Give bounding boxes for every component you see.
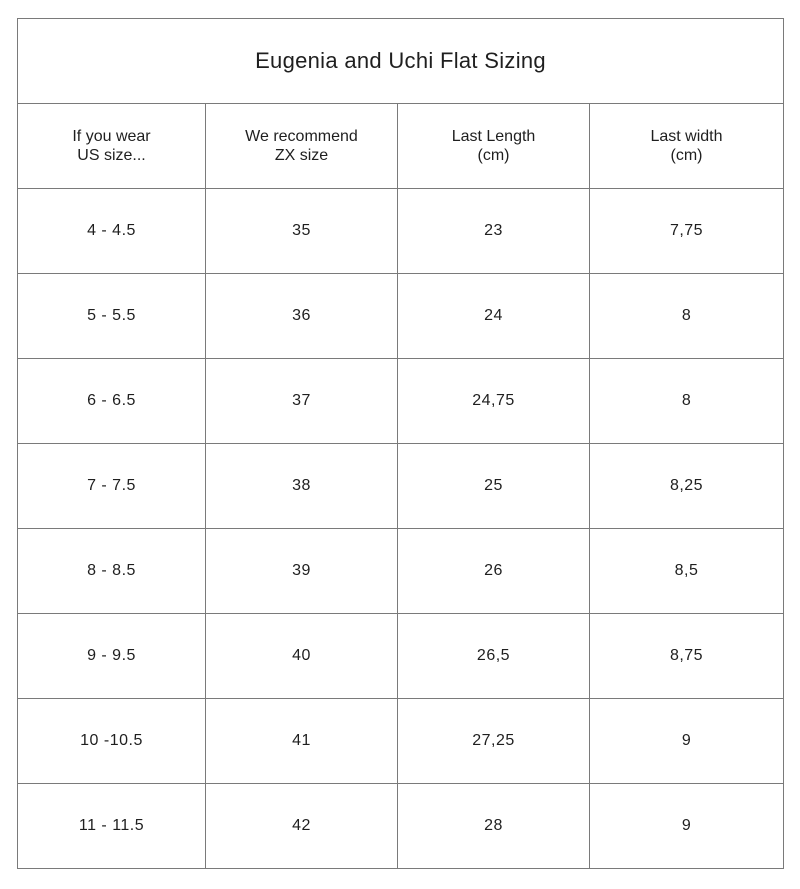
zx-size-cell: 38 bbox=[206, 444, 398, 529]
last-width-cell: 9 bbox=[590, 784, 784, 869]
us-size-cell: 10 -10.5 bbox=[18, 699, 206, 784]
table-title: Eugenia and Uchi Flat Sizing bbox=[18, 19, 784, 104]
last-length-cell: 23 bbox=[398, 189, 590, 274]
table-row bbox=[18, 444, 784, 529]
us-size-cell: 9 - 9.5 bbox=[18, 614, 206, 699]
us-size-cell: 7 - 7.5 bbox=[18, 444, 206, 529]
zx-size-cell: 42 bbox=[206, 784, 398, 869]
last-width-cell: 8 bbox=[590, 359, 784, 444]
header-last-length bbox=[398, 104, 590, 189]
header-zx-size-line1: We recommend bbox=[245, 128, 358, 145]
last-length-cell: 28 bbox=[398, 784, 590, 869]
zx-size-cell: 36 bbox=[206, 274, 398, 359]
header-last-width-line2: (cm) bbox=[670, 147, 703, 164]
header-last-width bbox=[590, 104, 784, 189]
table-row bbox=[18, 699, 784, 784]
header-last-width-line1: Last width bbox=[650, 128, 723, 145]
last-length-cell: 26,5 bbox=[398, 614, 590, 699]
last-width-cell: 8,5 bbox=[590, 529, 784, 614]
header-last-length-line1: Last Length bbox=[451, 128, 536, 145]
header-zx-size-line2: ZX size bbox=[274, 147, 329, 164]
header-zx-size bbox=[206, 104, 398, 189]
us-size-cell: 6 - 6.5 bbox=[18, 359, 206, 444]
last-width-cell: 8 bbox=[590, 274, 784, 359]
last-length-cell: 26 bbox=[398, 529, 590, 614]
last-width-cell: 8,75 bbox=[590, 614, 784, 699]
zx-size-cell: 37 bbox=[206, 359, 398, 444]
sizing-table bbox=[17, 18, 784, 869]
last-length-cell: 27,25 bbox=[398, 699, 590, 784]
header-last-length-line2: (cm) bbox=[477, 147, 510, 164]
us-size-cell: 8 - 8.5 bbox=[18, 529, 206, 614]
table-row bbox=[18, 614, 784, 699]
last-width-cell: 9 bbox=[590, 699, 784, 784]
table-row bbox=[18, 784, 784, 869]
table-row bbox=[18, 274, 784, 359]
zx-size-cell: 39 bbox=[206, 529, 398, 614]
us-size-cell: 11 - 11.5 bbox=[18, 784, 206, 869]
table-row bbox=[18, 359, 784, 444]
last-length-cell: 24 bbox=[398, 274, 590, 359]
last-width-cell: 8,25 bbox=[590, 444, 784, 529]
zx-size-cell: 40 bbox=[206, 614, 398, 699]
header-us-size-line1: If you wear bbox=[72, 128, 151, 145]
us-size-cell: 4 - 4.5 bbox=[18, 189, 206, 274]
last-length-cell: 24,75 bbox=[398, 359, 590, 444]
header-us-size-line2: US size... bbox=[77, 147, 146, 164]
zx-size-cell: 41 bbox=[206, 699, 398, 784]
header-row bbox=[18, 104, 784, 189]
zx-size-cell: 35 bbox=[206, 189, 398, 274]
table-row bbox=[18, 189, 784, 274]
us-size-cell: 5 - 5.5 bbox=[18, 274, 206, 359]
table-row bbox=[18, 529, 784, 614]
header-us-size bbox=[18, 104, 206, 189]
title-row bbox=[18, 19, 784, 104]
last-width-cell: 7,75 bbox=[590, 189, 784, 274]
last-length-cell: 25 bbox=[398, 444, 590, 529]
